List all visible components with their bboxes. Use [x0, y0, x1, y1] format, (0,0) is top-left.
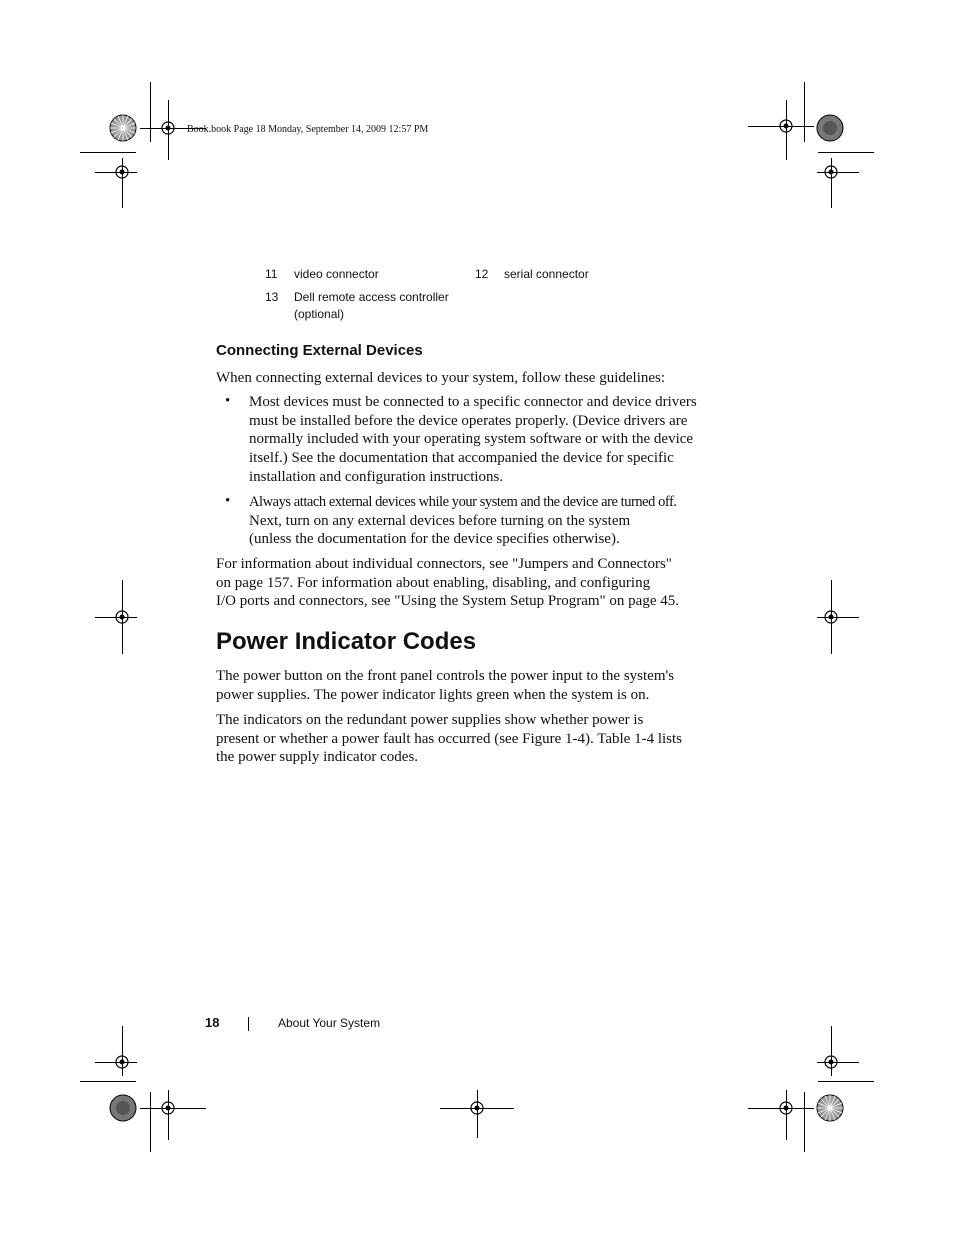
bullet-item: Most devices must be connected to a specific connector and device drivers must be installed before the device operates properly. (Device drivers are normally included with your operating system software or with the device itself.) See the documentation that accompanied the device for specific installation and configuration instructions.: [249, 394, 697, 485]
registration-target-icon: [776, 1098, 796, 1118]
footer-section-title: About Your System: [278, 1016, 381, 1030]
callout-label-continued: (optional): [294, 307, 345, 321]
section-closing-paragraph: For information about individual connectors, see "Jumpers and Connectors" on page 157. For information about enabling, disabling, and configuring I/O ports and connectors, see "Using the System Setup Program" on page 45.: [216, 556, 680, 610]
callout-number: 11: [265, 267, 278, 281]
section-intro: When connecting external devices to your system, follow these guidelines:: [216, 370, 666, 386]
callout-number: 13: [265, 290, 279, 304]
registration-target-icon: [158, 118, 178, 138]
registration-target-icon: [467, 1098, 487, 1118]
callout-label: serial connector: [504, 267, 589, 281]
callout-label: video connector: [294, 267, 379, 281]
registration-target-icon: [112, 162, 132, 182]
power-paragraph-2: The indicators on the redundant power supplies show whether power is present or whether a power fault has occurred (see Figure 1-4). Table 1-4 lists the power supply indicator codes.: [216, 712, 683, 766]
starburst-target-icon: [815, 113, 845, 143]
registration-target-icon: [821, 162, 841, 182]
footer-divider: [248, 1017, 249, 1031]
starburst-target-icon: [108, 113, 138, 143]
page-number: 18: [205, 1015, 220, 1030]
registration-target-icon: [112, 1052, 132, 1072]
callout-label: Dell remote access controller: [294, 290, 449, 304]
callout-number: 12: [475, 267, 489, 281]
starburst-target-icon: [108, 1093, 138, 1123]
registration-target-icon: [821, 1052, 841, 1072]
registration-target-icon: [112, 607, 132, 627]
print-slug: Book.book Page 18 Monday, September 14, 2009 12:57 PM: [187, 124, 429, 135]
section-heading: Connecting External Devices: [216, 342, 423, 359]
registration-target-icon: [776, 116, 796, 136]
registration-target-icon: [821, 607, 841, 627]
bullet-item: Always attach external devices while your system and the device are turned off. Next, turn on any external devices before turning on the system (unless the documentation for the device specifies otherwise).: [249, 494, 677, 548]
bullet-icon: •: [225, 393, 231, 409]
page-heading: Power Indicator Codes: [216, 628, 477, 655]
bullet-icon: •: [225, 493, 231, 509]
starburst-target-icon: [815, 1093, 845, 1123]
registration-target-icon: [158, 1098, 178, 1118]
power-paragraph-1: The power button on the front panel controls the power input to the system's power supplies. The power indicator lights green when the system is on.: [216, 668, 675, 703]
